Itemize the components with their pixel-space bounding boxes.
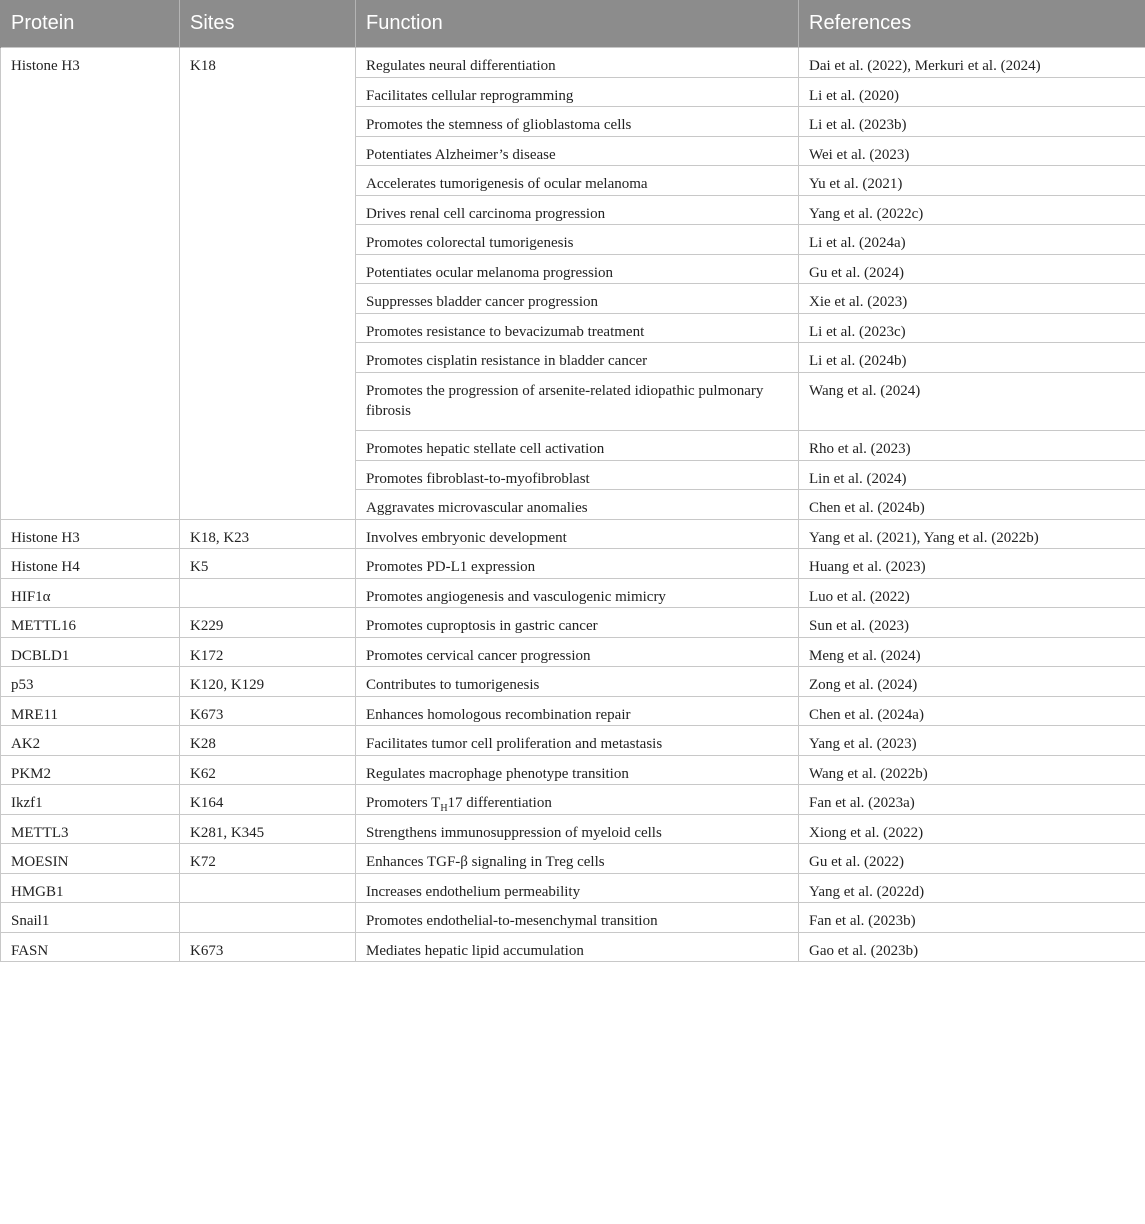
table-row [1, 726, 1145, 756]
header-sites: Sites [180, 0, 356, 48]
table-row [1, 608, 1145, 638]
function-cell: Potentiates ocular melanoma progression [356, 254, 799, 284]
reference-cell: Yu et al. (2021) [799, 166, 1145, 196]
reference-cell: Fan et al. (2023b) [799, 903, 1145, 933]
function-cell: Promotes hepatic stellate cell activation [356, 431, 799, 461]
reference-cell: Lin et al. (2024) [799, 460, 1145, 490]
sites-cell: K673 [180, 932, 356, 962]
sites-cell: K164 [180, 785, 356, 815]
function-cell: Suppresses bladder cancer progression [356, 284, 799, 314]
protein-cell: HIF1α [1, 578, 180, 608]
reference-cell: Li et al. (2023c) [799, 313, 1145, 343]
protein-cell: Snail1 [1, 903, 180, 933]
reference-cell: Luo et al. (2022) [799, 578, 1145, 608]
sites-cell: K229 [180, 608, 356, 638]
table-row [1, 755, 1145, 785]
reference-cell: Xiong et al. (2022) [799, 814, 1145, 844]
reference-cell: Yang et al. (2022d) [799, 873, 1145, 903]
table-row [1, 844, 1145, 874]
protein-cell: Histone H3 [1, 519, 180, 549]
sites-cell: K62 [180, 755, 356, 785]
sites-cell [180, 873, 356, 903]
reference-cell: Xie et al. (2023) [799, 284, 1145, 314]
function-cell: Promotes fibroblast-to-myofibroblast [356, 460, 799, 490]
protein-cell: Histone H4 [1, 549, 180, 579]
protein-cell: HMGB1 [1, 873, 180, 903]
sites-cell [180, 903, 356, 933]
function-cell: Promotes cuproptosis in gastric cancer [356, 608, 799, 638]
reference-cell: Dai et al. (2022), Merkuri et al. (2024) [799, 48, 1145, 78]
protein-cell: AK2 [1, 726, 180, 756]
function-cell: Drives renal cell carcinoma progression [356, 195, 799, 225]
function-text-after: 17 differentiation [447, 795, 552, 811]
sites-cell: K172 [180, 637, 356, 667]
reference-cell: Fan et al. (2023a) [799, 785, 1145, 815]
table-row [1, 48, 1145, 78]
reference-cell: Huang et al. (2023) [799, 549, 1145, 579]
function-cell: Facilitates tumor cell proliferation and metastasis [356, 726, 799, 756]
table-row [1, 696, 1145, 726]
reference-cell: Meng et al. (2024) [799, 637, 1145, 667]
function-cell: Involves embryonic development [356, 519, 799, 549]
function-cell: Promotes the progression of arsenite-related idiopathic pulmonary fibrosis [356, 372, 799, 431]
table-row [1, 667, 1145, 697]
header-row [1, 0, 1145, 48]
function-cell: Accelerates tumorigenesis of ocular melanoma [356, 166, 799, 196]
function-cell: Promotes cervical cancer progression [356, 637, 799, 667]
table-row [1, 903, 1145, 933]
reference-cell: Li et al. (2023b) [799, 107, 1145, 137]
protein-cell: METTL3 [1, 814, 180, 844]
function-cell: Facilitates cellular reprogramming [356, 77, 799, 107]
reference-cell: Gu et al. (2024) [799, 254, 1145, 284]
sites-cell: K673 [180, 696, 356, 726]
function-cell: Aggravates microvascular anomalies [356, 490, 799, 520]
function-cell: Regulates macrophage phenotype transition [356, 755, 799, 785]
reference-cell: Gao et al. (2023b) [799, 932, 1145, 962]
sites-cell: K120, K129 [180, 667, 356, 697]
function-cell: Promotes angiogenesis and vasculogenic mimicry [356, 578, 799, 608]
protein-cell: Histone H3 [1, 48, 180, 520]
reference-cell: Li et al. (2020) [799, 77, 1145, 107]
table-row [1, 519, 1145, 549]
reference-cell: Yang et al. (2022c) [799, 195, 1145, 225]
reference-cell: Chen et al. (2024b) [799, 490, 1145, 520]
function-cell: Promotes endothelial-to-mesenchymal transition [356, 903, 799, 933]
function-cell: Promotes colorectal tumorigenesis [356, 225, 799, 255]
sites-cell: K72 [180, 844, 356, 874]
reference-cell: Wei et al. (2023) [799, 136, 1145, 166]
table-header [1, 0, 1145, 48]
table-row [1, 814, 1145, 844]
function-cell: Regulates neural differentiation [356, 48, 799, 78]
sites-cell: K18 [180, 48, 356, 520]
protein-cell: FASN [1, 932, 180, 962]
sites-cell: K28 [180, 726, 356, 756]
sites-cell: K5 [180, 549, 356, 579]
sites-cell: K281, K345 [180, 814, 356, 844]
reference-cell: Yang et al. (2023) [799, 726, 1145, 756]
protein-cell: MRE11 [1, 696, 180, 726]
sites-cell: K18, K23 [180, 519, 356, 549]
reference-cell: Li et al. (2024a) [799, 225, 1145, 255]
reference-cell: Gu et al. (2022) [799, 844, 1145, 874]
reference-cell: Rho et al. (2023) [799, 431, 1145, 461]
table-row [1, 932, 1145, 962]
function-subscript: H [440, 803, 448, 814]
reference-cell: Wang et al. (2024) [799, 372, 1145, 431]
function-text: Promoters T [366, 795, 441, 811]
reference-cell: Chen et al. (2024a) [799, 696, 1145, 726]
function-cell [356, 785, 799, 815]
reference-cell: Yang et al. (2021), Yang et al. (2022b) [799, 519, 1145, 549]
table-row [1, 578, 1145, 608]
function-cell: Contributes to tumorigenesis [356, 667, 799, 697]
protein-cell: PKM2 [1, 755, 180, 785]
reference-cell: Zong et al. (2024) [799, 667, 1145, 697]
function-cell: Promotes PD-L1 expression [356, 549, 799, 579]
table-row [1, 873, 1145, 903]
function-cell: Enhances TGF-β signaling in Treg cells [356, 844, 799, 874]
sites-cell [180, 578, 356, 608]
reference-cell: Sun et al. (2023) [799, 608, 1145, 638]
function-cell: Potentiates Alzheimer’s disease [356, 136, 799, 166]
table-row [1, 785, 1145, 815]
table-row [1, 549, 1145, 579]
header-protein: Protein [1, 0, 180, 48]
protein-cell: p53 [1, 667, 180, 697]
protein-cell: METTL16 [1, 608, 180, 638]
function-cell: Promotes resistance to bevacizumab treatment [356, 313, 799, 343]
table-body [1, 48, 1145, 962]
function-cell: Strengthens immunosuppression of myeloid cells [356, 814, 799, 844]
function-cell: Promotes the stemness of glioblastoma cells [356, 107, 799, 137]
protein-cell: Ikzf1 [1, 785, 180, 815]
reference-cell: Wang et al. (2022b) [799, 755, 1145, 785]
function-cell: Mediates hepatic lipid accumulation [356, 932, 799, 962]
protein-cell: MOESIN [1, 844, 180, 874]
reference-cell: Li et al. (2024b) [799, 343, 1145, 373]
header-function: Function [356, 0, 799, 48]
table-row [1, 637, 1145, 667]
protein-cell: DCBLD1 [1, 637, 180, 667]
function-cell: Promotes cisplatin resistance in bladder cancer [356, 343, 799, 373]
header-references: References [799, 0, 1145, 48]
function-cell: Increases endothelium permeability [356, 873, 799, 903]
function-cell: Enhances homologous recombination repair [356, 696, 799, 726]
